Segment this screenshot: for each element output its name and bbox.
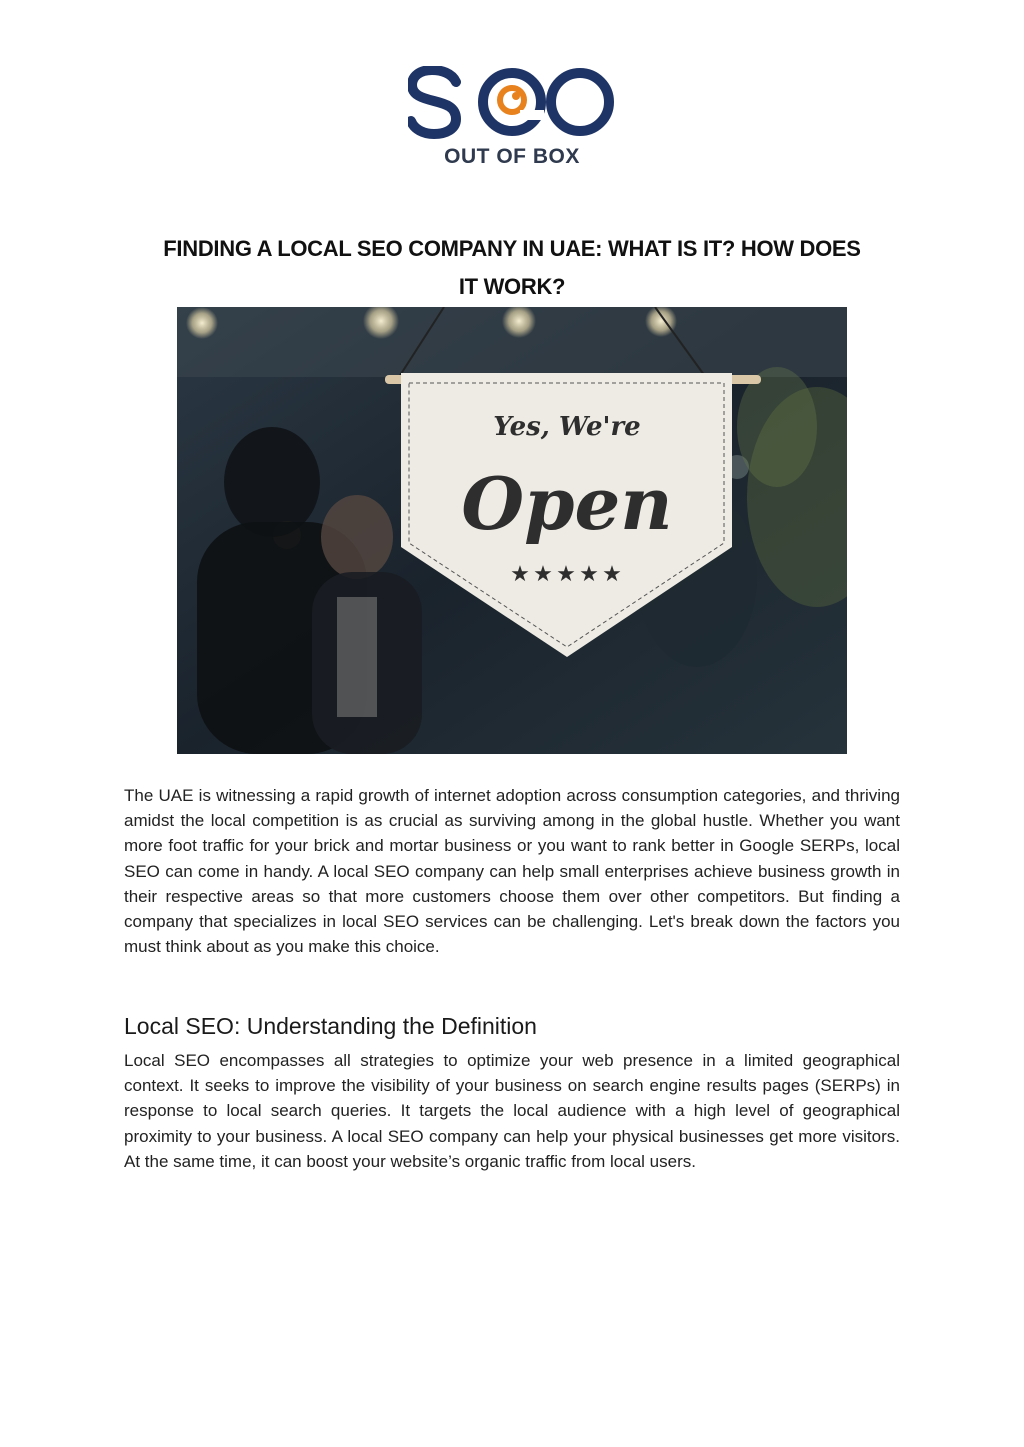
rating-star-icon: ★ <box>510 562 530 587</box>
banner-text-top: Yes, We're <box>493 412 641 442</box>
logo-subtitle: OUT OF BOX <box>444 145 580 168</box>
open-sign-photo <box>177 307 847 754</box>
title-line-2: IT WORK? <box>458 274 566 299</box>
intro-paragraph: The UAE is witnessing a rapid growth of internet adoption across consumption categories, and thriving amidst the local competition is as crucial as surviving among in the global hustle. Whether you want more foot traffic for your brick and mortar business or you want to rank better in Google SERPs, local SEO can come in handy. A local SEO company can help small enterprises achieve business growth in their respective areas so that more customers choose them over other competitors. But finding a company that specializes in local SEO services can be challenging. Let's break down the factors you must think about as you make this choice. <box>124 786 900 957</box>
title-line-1: FINDING A LOCAL SEO COMPANY IN UAE: WHAT IS IT? HOW DOES <box>163 236 861 261</box>
section-body-paragraph: Local SEO encompasses all strategies to optimize your web presence in a limited geographical context. It seeks to improve the visibility of your business on search engine results pages (SERPs) in response to local search queries. It targets the local audience with a high level of geographical proximity to your business. A local SEO company can help your physical businesses get more visitors. At the same time, it can boost your website’s organic traffic from local users. <box>124 1051 900 1171</box>
rating-star-icon: ★ <box>556 562 576 587</box>
rating-star-icon: ★ <box>579 562 599 587</box>
seo-logo-mark <box>408 66 616 146</box>
banner-text-main: Open <box>461 461 673 546</box>
rating-star-icon: ★ <box>602 562 622 587</box>
rating-star-icon: ★ <box>533 562 553 587</box>
article-title <box>130 230 894 306</box>
section-heading: Local SEO: Understanding the Definition <box>124 1013 537 1039</box>
hero-image <box>177 307 847 754</box>
brand-logo <box>408 66 616 176</box>
